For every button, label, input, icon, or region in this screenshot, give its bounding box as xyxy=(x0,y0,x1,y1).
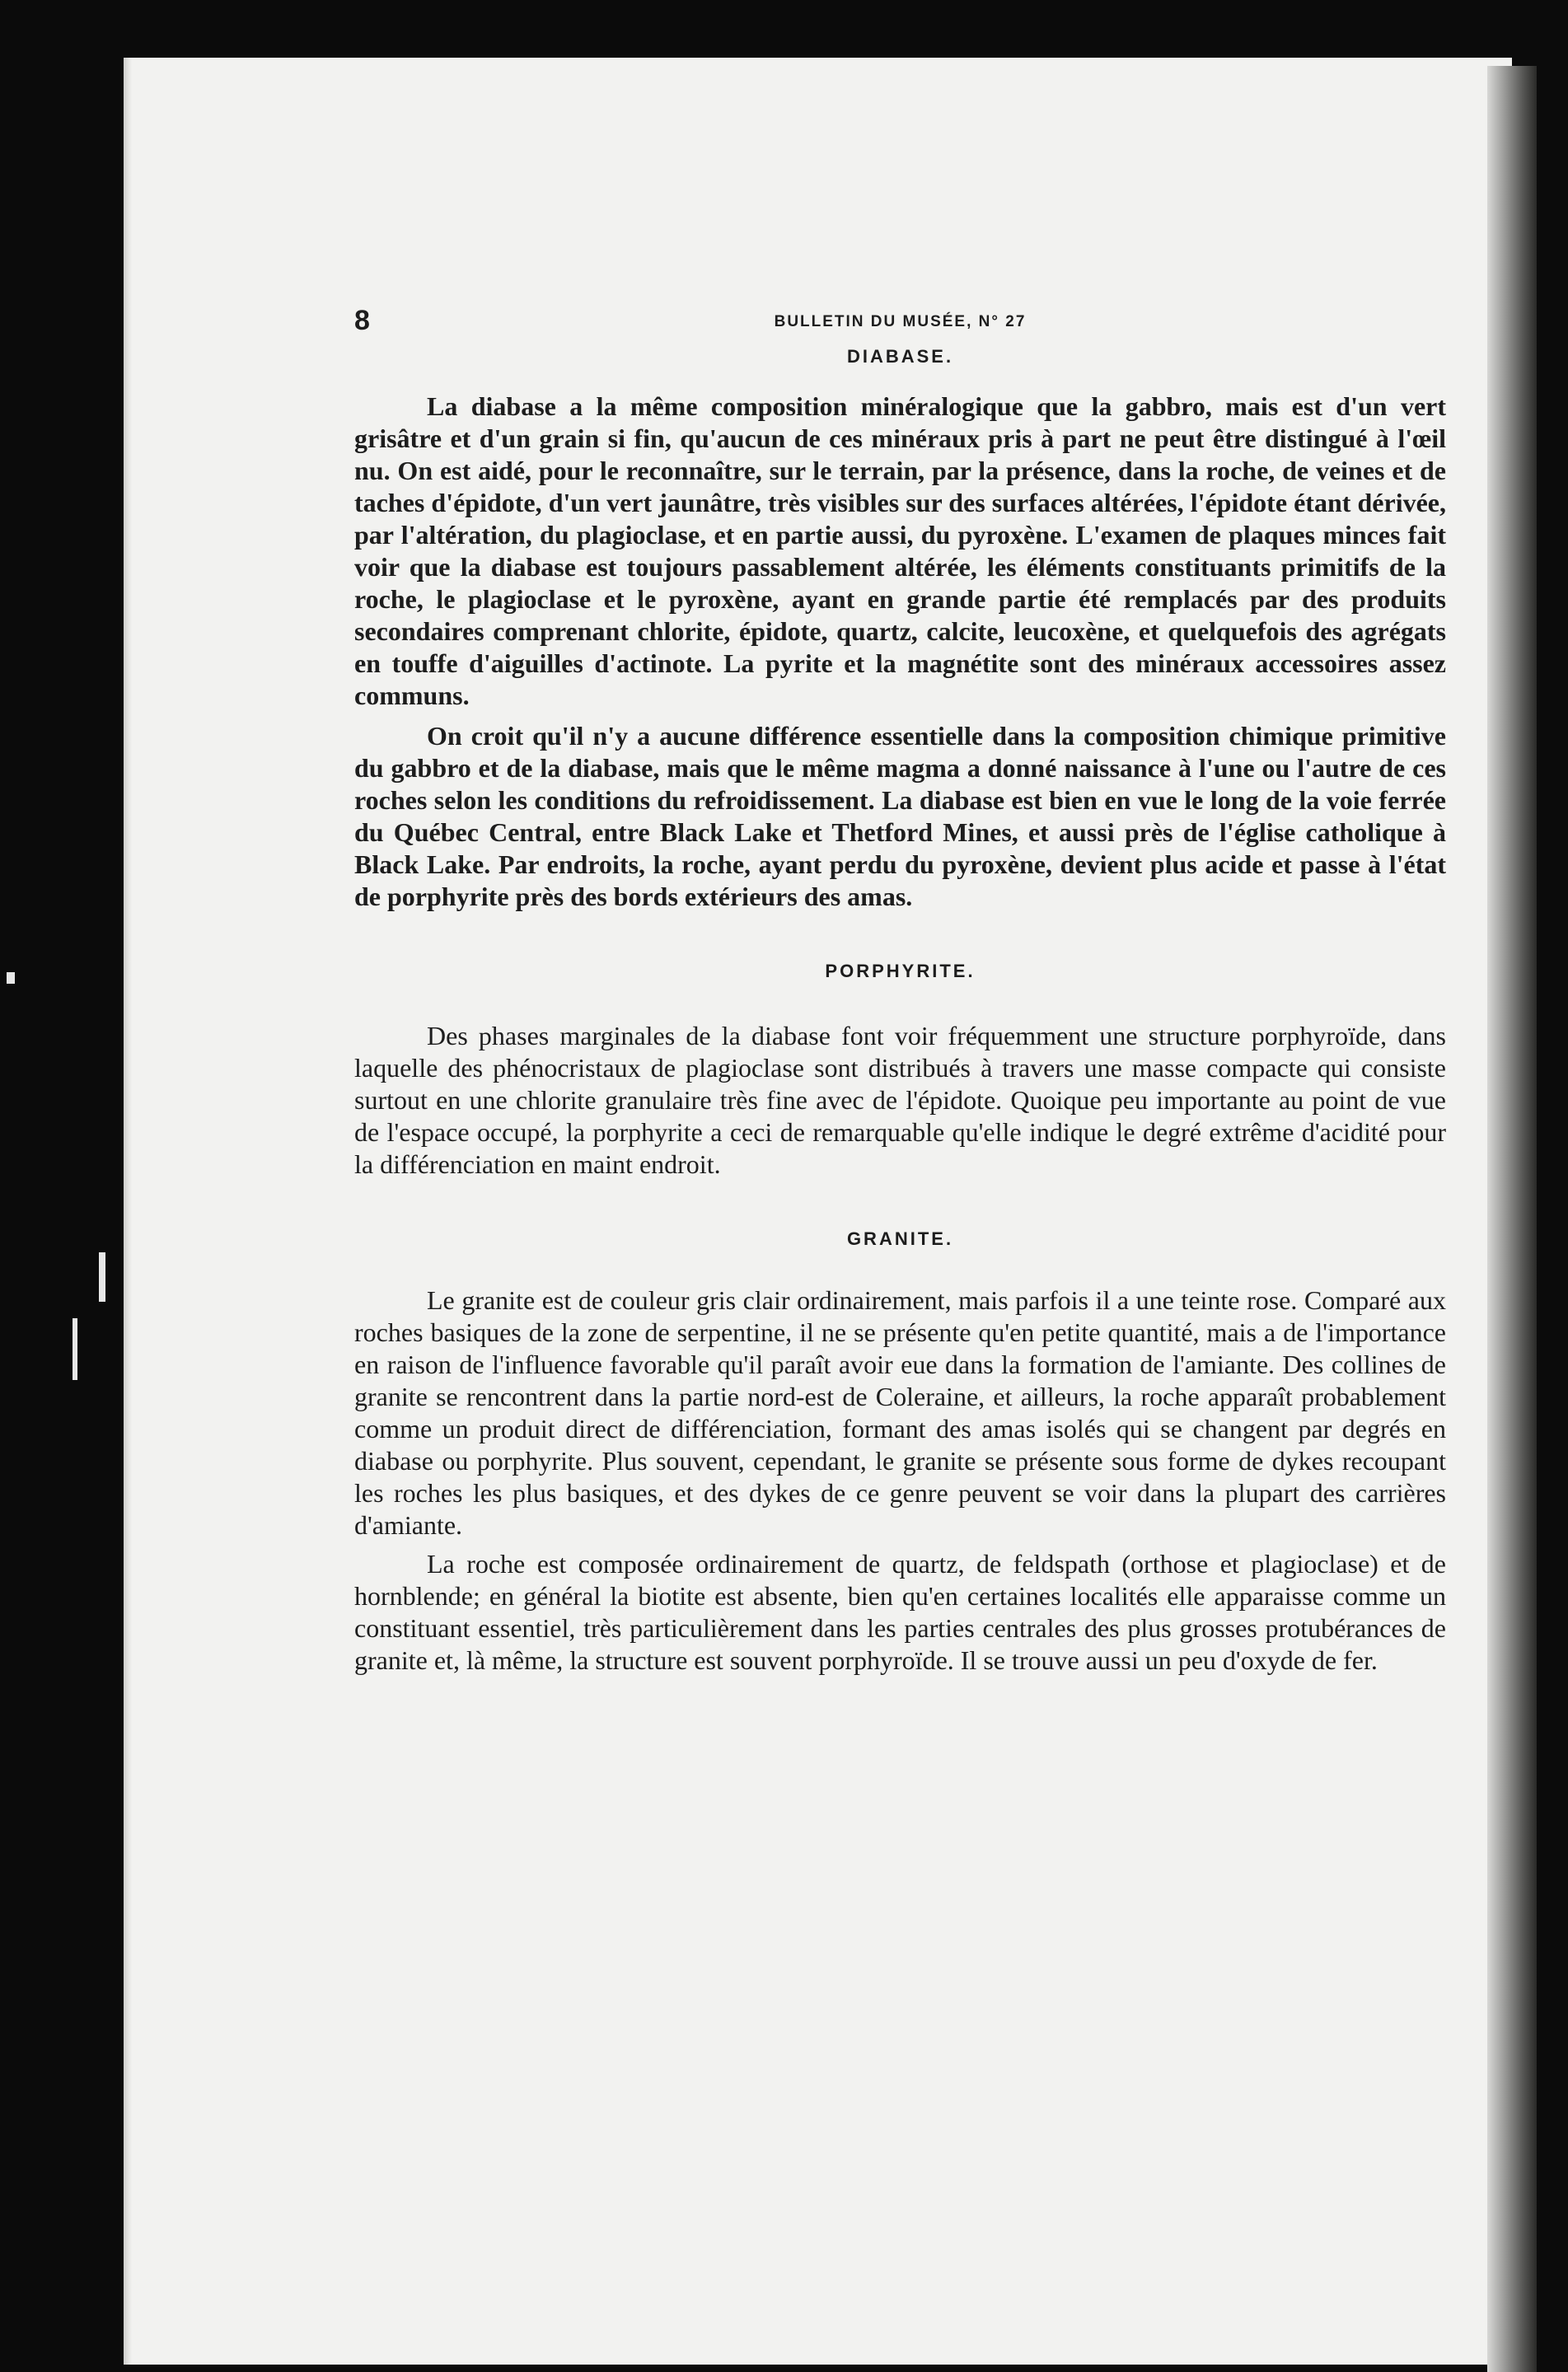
margin-speck xyxy=(99,1252,105,1302)
page-header xyxy=(354,297,1446,346)
paragraph: Des phases marginales de la diabase font voir fréquemment une structure porphyroïde, dans laquelle des phénocristaux de plagioclase sont distribués à travers une masse compacte qui consiste surtout en une chlorite granulaire très fine avec de l'épidote. Quoique peu importante au point de vue de l'espace occupé, la porphyrite a ceci de remarquable qu'elle indique le degré extrême d'acidité pour la différenciation en maint endroit. xyxy=(354,1021,1446,1179)
page-number: 8 xyxy=(354,305,370,336)
margin-speck xyxy=(7,972,15,984)
section-title-diabase: DIABASE. xyxy=(846,346,954,367)
page-content xyxy=(354,297,1446,1677)
section-diabase xyxy=(354,346,1446,913)
paragraph: La roche est composée ordinairement de quartz, de feldspath (orthose et plagioclase) et de hornblende; en général la biotite est absente, bien qu'en certaines localités elle apparaisse comme un constituant essentiel, très particulièrement dans les parties centrales des plus grosses protubérances de granite et, là même, la structure est souvent porphyroïde. Il se trouve aussi un peu d'oxyde de fer. xyxy=(354,1549,1446,1675)
section-title-porphyrite: PORPHYRITE. xyxy=(825,961,976,981)
section-title-granite: GRANITE. xyxy=(846,1228,954,1249)
margin-speck xyxy=(73,1318,77,1380)
page-binding-shadow xyxy=(1487,66,1537,2372)
paragraph: Le granite est de couleur gris clair ordinairement, mais parfois il a une teinte rose. Comparé aux roches basiques de la zone de serpentine, il ne se présente qu'en petite quantité, mais a de l'importance en raison de l'influence favorable qu'il paraît avoir eue dans la formation de l'amiante. Des collines de granite se rencontrent dans la partie nord-est de Coleraine, et ailleurs, la roche apparaît probablement comme un produit direct de différenciation, formant des amas isolés qui se changent par degrés en diabase ou porphyrite. Plus souvent, cependant, le granite se présente sous forme de dykes recoupant les roches les plus basiques, et des dykes de ce genre peuvent se voir dans la plupart des carrières d'amiante. xyxy=(354,1285,1446,1540)
paragraph: On croit qu'il n'y a aucune différence essentielle dans la composition chimique primitive du gabbro et de la diabase, mais que le même magma a donné naissance à l'une ou l'autre de ces roches selon les conditions du refroidissement. La diabase est bien en vue le long de la voie ferrée du Québec Central, entre Black Lake et Thetford Mines, et aussi près de l'église catholique à Black Lake. Par endroits, la roche, ayant perdu du pyroxène, devient plus acide et passe à l'état de porphyrite près des bords extérieurs des amas. xyxy=(354,721,1446,911)
page-left-edge xyxy=(124,58,132,2365)
paragraph: La diabase a la même composition minéralogique que la gabbro, mais est d'un vert grisâtre et d'un grain si fin, qu'aucun de ces minéraux pris à part ne peut être distingué à l'œil nu. On est aidé, pour le reconnaître, sur le terrain, par la présence, dans la roche, de veines et de taches d'épidote, d'un vert jaunâtre, très visibles sur des surfaces altérées, l'épidote étant dérivée, par l'altération, du plagioclase, et en partie aussi, du pyroxène. L'examen de plaques minces fait voir que la diabase est toujours passablement altérée, les éléments constituants primitifs de la roche, le plagioclase et le pyroxène, ayant en grande partie été remplacés par des produits secondaires comprenant chlorite, épidote, quartz, calcite, leucoxène, et quelquefois des agrégats en touffe d'aiguilles d'actinote. La pyrite et la magnétite sont des minéraux accessoires assez communs. xyxy=(354,391,1446,710)
section-granite xyxy=(354,1228,1446,1677)
running-head: BULLETIN DU MUSÉE, N° 27 xyxy=(774,313,1027,330)
section-porphyrite xyxy=(354,961,1446,1181)
